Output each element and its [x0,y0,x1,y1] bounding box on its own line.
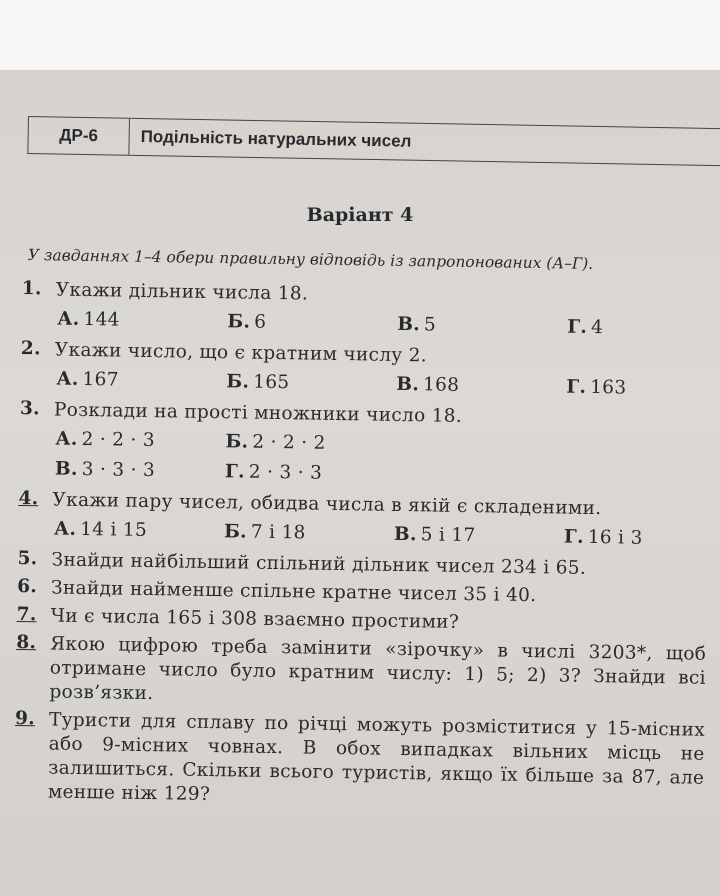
variant-title: Варіант 4 [306,204,414,226]
problem-number: 6. [16,575,38,598]
worksheet-title: Подільність натуральних чисел [140,126,412,151]
option-b: Б. 6 [227,311,267,333]
option-b: Б. 7 і 18 [223,521,306,544]
problem-number: 3. [19,397,41,420]
problem-text: Якою цифрою треба замінити «зірочку» в числі 3203*, щоб отримане число було кратним числу: 1) 5; 2) 3? Знайди всі розв’язки. [49,633,707,705]
problem-text: Знайди найменше спільне кратне чисел 35 і 40. [50,577,537,607]
option-a: А. 144 [57,308,120,331]
problem-4 [18,488,709,555]
problem-number: 1. [21,278,42,300]
header-box [27,116,720,166]
option-v: В. 168 [396,373,460,396]
option-v: В. 5 і 17 [393,523,476,547]
problem-9 [14,708,705,815]
worksheet-page [0,70,720,896]
option-b: Б. 165 [226,371,290,394]
problem-number: 4. [18,487,39,510]
problem-number: 7. [16,603,37,626]
option-g: Г. 2 · 3 · 3 [224,461,323,484]
problem-number: 5. [17,547,38,570]
worksheet-code: ДР-6 [28,117,130,155]
problem-8 [15,632,706,715]
problem-number: 8. [16,631,37,654]
problem-number: 2. [20,337,41,360]
problem-text: Укажи число, що є кратним числу 2. [54,339,428,367]
problem-text: Туристи для сплаву по річці можуть розміститися у 15-місних або 9-місних човнах. В обох випадках вільних місць не залишиться. Скільки всього туристів, якщо їх більше за 87, але менше ніж 129? [47,709,706,806]
problem-text: Знайди найбільший спільний дільник чисел 234 і 65. [51,549,587,579]
problem-text: Чи є числа 165 і 308 взаємно простими? [50,605,460,633]
instructions: У завданнях 1–4 обери правильну відповідь із запропонованих (А–Г). [27,246,594,273]
problem-list [14,278,712,819]
option-a: А. 2 · 2 · 3 [55,428,156,452]
option-g: Г. 16 і 3 [563,526,643,549]
option-v: В. 5 [397,313,437,336]
option-b: Б. 2 · 2 · 2 [225,431,326,454]
top-band [0,0,720,70]
option-v: В. 3 · 3 · 3 [54,458,156,482]
problem-number: 9. [14,707,36,730]
option-g: Г. 4 [567,316,604,339]
option-a: А. 167 [56,368,119,391]
problem-text: Укажи дільник числа 18. [55,279,309,305]
problem-text: Укажи пару чисел, обидва числа в якій є складеними. [52,489,602,520]
option-a: А. 14 і 15 [53,518,148,541]
problem-2 [20,338,711,405]
option-g: Г. 163 [566,376,627,399]
problem-3 [19,398,710,495]
answer-options [19,424,710,495]
problem-text: Розклади на прості множники число 18. [53,399,463,427]
problem-1 [21,278,712,345]
